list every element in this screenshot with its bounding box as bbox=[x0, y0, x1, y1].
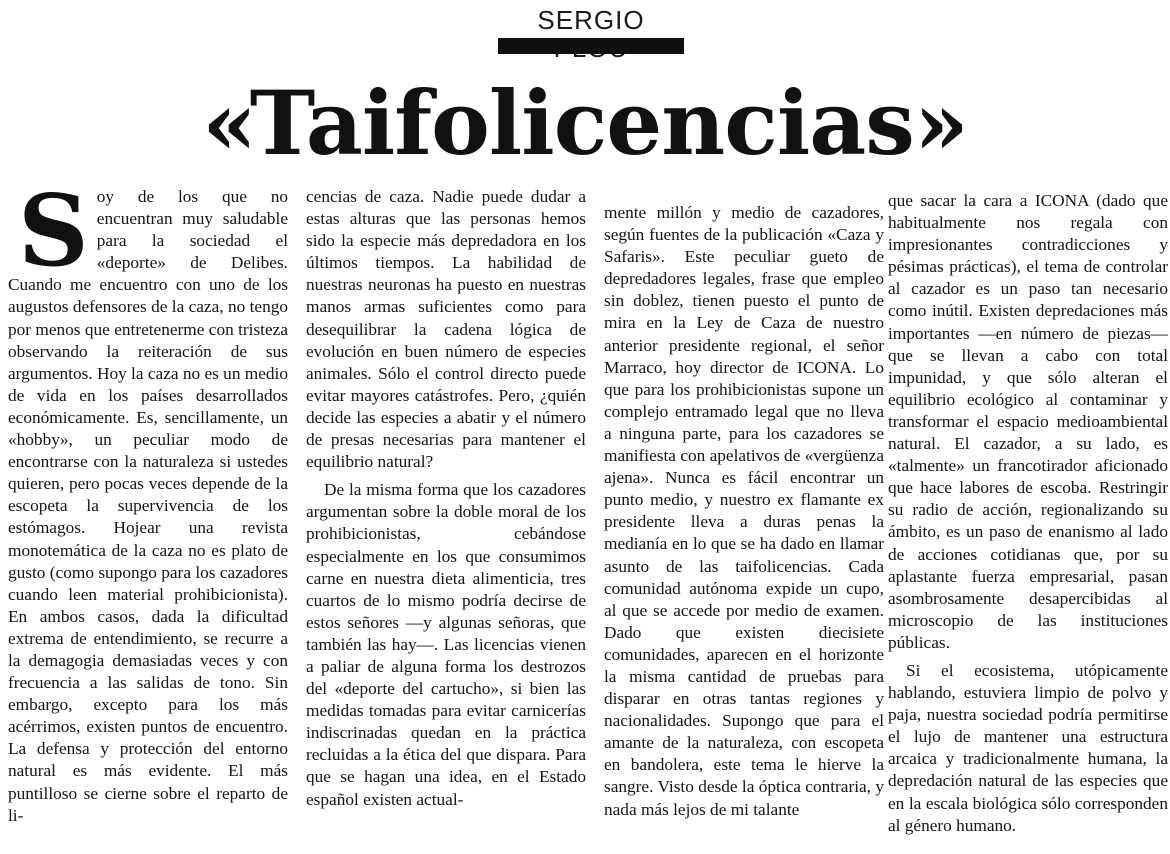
paragraph-text: oy de los que no encuentran muy saludable para la sociedad el «deporte» de Delibes. Cuando me encuentro con uno de los augustos defensores de la caza, no tengo por menos que entretenerme con tristeza observando la reiteración de sus argumentos. Hoy la caza no es un medio de vida en los países desarrollados económicamente. Es, sencillamente, un «hobby», un peculiar modo de encontrarse con la naturaleza si ustedes quieren, pero pocas veces depende de la escopeta la supervivencia de los estómagos. Hojear una revista monotemática de la caza no es plato de gusto (como supongo para los cazadores cuando leen material prohibicionista). En ambos casos, dada la dificultad extrema de entendimiento, se recurre a la demagogia demasiadas veces y con frecuencia a las salidas de tono. Sin embargo, excepto para los más acérrimos, existen puntos de encuentro. La defensa y protección del entorno natural es más evidente. El más puntilloso se cierne sobre el reparto de li- bbox=[8, 187, 288, 825]
paragraph: cencias de caza. Nadie puede dudar a estas alturas que las personas hemos sido la especie más depredadora en los últimos tiempos. La habilidad de nuestras neuronas ha puesto en nuestras manos armas suficientes como para desequilibrar la cadena lógica de evolución en buen número de especies animales. Sólo el control directo puede evitar mayores catástrofes. Pero, ¿quién decide las especies a abatir y el número de presas necesarias para mantener el equilibrio natural? bbox=[306, 187, 586, 472]
byline-rule bbox=[498, 38, 684, 54]
paragraph: que sacar la cara a ICONA (dado que habitualmente nos regala con impresionantes contradicciones y pésimas prácticas), el tema de controlar al cazador es un paso tan necesario como inútil. Existen depredaciones más importantes —en número de piezas— que se llevan a cabo con total impunidad, y que sólo alteran el equilibrio ecológico al contaminar y transformar el espacio medioambiental natural. El cazador, a su lado, es «talmente» un francotirador aficionado que hace labores de escoba. Restringir su radio de acción, regionalizando su ámbito, es un paso de enanismo al lado de acciones cotidianas que, por su aplastante fuerza empresarial, pasan asombrosamente desapercibidas al microscopio de las instituciones públicas. bbox=[888, 191, 1168, 652]
article-column-1 bbox=[8, 174, 288, 827]
author-byline: SERGIO bbox=[537, 5, 645, 35]
article-column-4 bbox=[888, 190, 1168, 837]
article-column-3 bbox=[604, 202, 884, 821]
article-column-2 bbox=[306, 186, 586, 811]
drop-cap: S bbox=[18, 174, 89, 289]
paragraph bbox=[8, 174, 288, 827]
paragraph: De la misma forma que los cazadores argumentan sobre la doble moral de los prohibicionistas, cebándose especialmente en los que consumimos carne en nuestra dieta alimenticia, tres cuartos de lo mismo podría decirse de estos señores —y algunas señoras, que también las hay—. Las licencias vienen a paliar de alguna forma los destrozos del «deporte del cartucho», si bien las medidas tomadas para evitar carnicerías indiscrinadas quedan en la práctica recluidas a la ética del que dispara. Para que se hagan una idea, en el Estado español existen actual- bbox=[306, 480, 586, 809]
headline: «Taifolicencias» bbox=[202, 71, 968, 175]
paragraph: mente millón y medio de cazadores, según fuentes de la publicación «Caza y Safaris». Este peculiar gueto de depredadores legales, frase que empleo sin doblez, tienen puesto el punto de mira en la Ley de Caza de nuestro anterior presidente regional, el señor Marraco, hoy director de ICONA. Lo que para los prohibicionistas supone un complejo entramado legal que no lleva a ninguna parte, para los cazadores se manifiesta con apelativos de «vergüenza ajena». Nunca es fácil encontrar un punto medio, y nuestro ex flamante ex presidente lleva a duras penas la medianía en lo que se ha dado en llamar asunto de las taifolicencias. Cada comunidad autónoma expide un cupo, al que se accede por medio de examen. Dado que existen diecisiete comunidades, aparecen en el horizonte la misma cantidad de pruebas para disparar en otras tantas regiones y nacionalidades. Supongo que para el amante de la naturaleza, con escopeta en bandolera, este tema le hierve la sangre. Visto desde la óptica contraria, y nada más lejos de mi talante bbox=[604, 203, 884, 819]
paragraph: Si el ecosistema, utópicamente hablando, estuviera limpio de polvo y paja, nuestra sociedad podría permitirse el lujo de mantener una estructura arcaica y tradicionalmente humana, la depredación natural de las especies que en la escala biológica sólo corresponden al género humano. bbox=[888, 660, 1168, 835]
